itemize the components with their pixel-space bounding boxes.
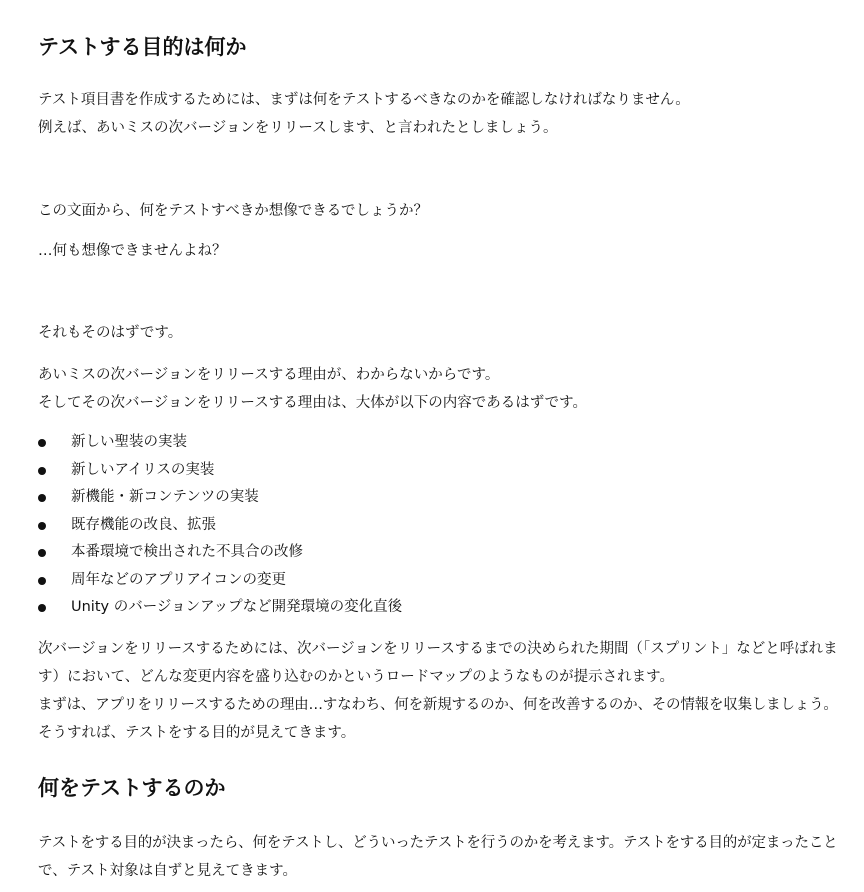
bullet-icon: [38, 604, 46, 612]
list-item: [38, 429, 402, 457]
paragraph-line: テスト項目書を作成するためには、まずは何をテストするべきなのかを確認しなければなりません。: [38, 92, 690, 108]
bullet-icon: [38, 439, 46, 447]
list-item-text: 新しい聖装の実装: [71, 434, 187, 450]
paragraph-question: この文面から、何をテストすべきか想像できるでしょうか？: [38, 203, 429, 219]
list-item: [38, 539, 402, 567]
section-heading-what-to-test: 何をテストするのか: [38, 776, 226, 800]
list-item: [38, 567, 402, 595]
paragraph-line: 例えば、あいミスの次バージョンをリリースします、と言われたとしましょう。: [38, 120, 558, 136]
list-item: [38, 594, 402, 622]
paragraph-line: で、テスト対象は自ずと見えてきます。: [38, 863, 297, 879]
list-item-text: 周年などのアプリアイコンの変更: [71, 571, 287, 588]
bullet-icon: [38, 467, 46, 475]
list-item: [38, 484, 402, 512]
paragraph-line: まずは、アプリをリリースするための理由…すなわち、何を新規するのか、何を改善するのか、その情報を収集しましょう。: [38, 697, 838, 713]
paragraph-answer: …何も想像できませんよね？: [38, 243, 227, 259]
paragraph-reason: それもそのはずです。: [38, 325, 183, 341]
bullet-icon: [38, 494, 46, 502]
paragraph-line: 次バージョンをリリースするためには、次バージョンをリリースするまでの決められた期間（「スプリント」などと呼ばれま: [38, 641, 838, 657]
list-item-text: 新機能・新コンテンツの実装: [71, 489, 259, 505]
paragraph-line: あいミスの次バージョンをリリースする理由が、わからないからです。: [38, 367, 500, 383]
bullet-icon: [38, 522, 46, 530]
paragraph-line: そしてその次バージョンをリリースする理由は、大体が以下の内容であるはずです。: [38, 395, 587, 411]
list-item-text: Unity のバージョンアップなど開発環境の変化直後: [71, 599, 403, 615]
bullet-icon: [38, 577, 46, 585]
paragraph-line: す）において、どんな変更内容を盛り込むのかというロードマップのようなものが提示されます。: [38, 669, 674, 685]
list-item: [38, 457, 402, 485]
paragraph-line: そうすれば、テストをする目的が見えてきます。: [38, 725, 356, 741]
section-heading-test-purpose: テストする目的は何か: [38, 35, 247, 59]
list-item-text: 本番環境で検出された不具合の改修: [71, 544, 303, 560]
bullet-icon: [38, 549, 46, 557]
list-item-text: 新しいアイリスの実装: [71, 461, 215, 478]
list-item-text: 既存機能の改良、拡張: [71, 516, 216, 533]
release-reasons-list: [38, 429, 402, 622]
list-item: [38, 512, 402, 540]
paragraph-line: テストをする目的が決まったら、何をテストし、どういったテストを行うのかを考えます。テストをする目的が定まったこと: [38, 835, 838, 851]
